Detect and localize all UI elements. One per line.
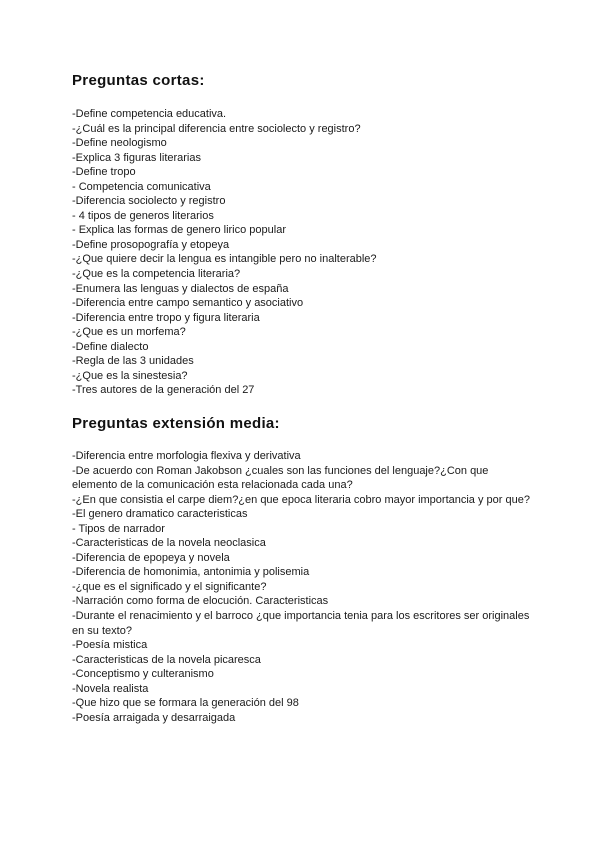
section-title-short-questions: Preguntas cortas: bbox=[72, 72, 205, 89]
question-item: -Diferencia entre morfologia flexiva y derivativa bbox=[72, 450, 301, 462]
question-item: - Competencia comunicativa bbox=[72, 180, 211, 193]
short-questions-list bbox=[72, 107, 530, 398]
question-item: -Diferencia sociolecto y registro bbox=[72, 195, 226, 208]
question-item: -Define neologismo bbox=[72, 137, 167, 150]
question-item: -Diferencia de epopeya y novela bbox=[72, 551, 230, 564]
question-item: -Regla de las 3 unidades bbox=[72, 355, 194, 368]
question-item: -¿Cuál es la principal diferencia entre sociolecto y registro? bbox=[72, 122, 361, 135]
question-item: -Define competencia educativa. bbox=[72, 108, 227, 120]
question-item: -Novela realista bbox=[72, 682, 149, 695]
question-item: -Que hizo que se formara la generación del 98 bbox=[72, 697, 299, 710]
question-item: -Enumera las lenguas y dialectos de españa bbox=[72, 282, 289, 295]
question-item: -Define tropo bbox=[72, 166, 136, 179]
question-item: -Tres autores de la generación del 27 bbox=[72, 384, 255, 397]
question-item: - Explica las formas de genero lirico popular bbox=[72, 224, 286, 237]
question-item: -¿que es el significado y el significante? bbox=[72, 580, 267, 593]
question-item: -Diferencia entre tropo y figura literaria bbox=[72, 311, 260, 324]
question-item: -Durante el renacimiento y el barroco ¿que importancia tenia para los escritores ser originales en su texto? bbox=[72, 610, 530, 637]
question-item: -Diferencia entre campo semantico y asociativo bbox=[72, 297, 304, 310]
question-item: -Explica 3 figuras literarias bbox=[72, 151, 201, 164]
question-item: - Tipos de narrador bbox=[72, 522, 165, 535]
question-item: -Poesía arraigada y desarraigada bbox=[72, 711, 236, 724]
question-item: -¿Que es un morfema? bbox=[72, 326, 186, 339]
question-item: -Diferencia de homonimia, antonimia y polisemia bbox=[72, 566, 310, 579]
question-item: -Define dialecto bbox=[72, 340, 149, 353]
question-item: -Define prosopografía y etopeya bbox=[72, 238, 230, 251]
question-item: -¿Que quiere decir la lengua es intangible pero no inalterable? bbox=[72, 253, 377, 266]
question-item: -El genero dramatico caracteristicas bbox=[72, 508, 248, 521]
medium-questions-list bbox=[72, 449, 530, 725]
question-item: -Caracteristicas de la novela neoclasica bbox=[72, 537, 266, 550]
question-item: -Narración como forma de elocución. Caracteristicas bbox=[72, 595, 329, 608]
section-title-medium-questions: Preguntas extensión media: bbox=[72, 415, 280, 432]
question-item: - 4 tipos de generos literarios bbox=[72, 209, 214, 222]
question-item: -¿En que consistia el carpe diem?¿en que epoca literaria cobro mayor importancia y por que? bbox=[72, 493, 530, 506]
question-item: -Caracteristicas de la novela picaresca bbox=[72, 653, 261, 666]
question-item: -Poesía mistica bbox=[72, 639, 148, 652]
question-item: -De acuerdo con Roman Jakobson ¿cuales son las funciones del lenguaje?¿Con que elemento de la comunicación esta relacionada cada una? bbox=[72, 464, 489, 492]
question-item: -Conceptismo y culteranismo bbox=[72, 668, 214, 681]
question-item: -¿Que es la sinestesia? bbox=[72, 369, 188, 382]
question-item: -¿Que es la competencia literaria? bbox=[72, 268, 241, 281]
